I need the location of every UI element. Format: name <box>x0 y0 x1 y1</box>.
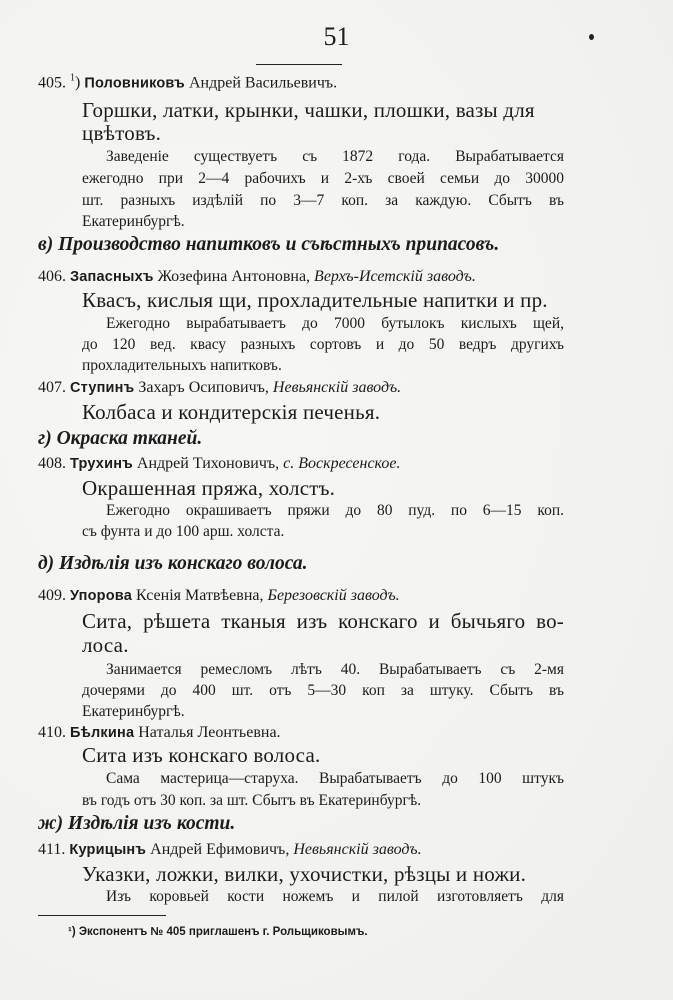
exhibitor-name: Захаръ Осиповичъ, <box>138 379 269 396</box>
entry-405-body-line: Заведеніе существуетъ съ 1872 года. Вырабатывается <box>106 148 564 165</box>
entry-410-header <box>38 724 281 742</box>
entry-number: 408. <box>38 455 66 472</box>
entry-408-title-line: Окрашенная пряжа, холстъ. <box>82 476 336 500</box>
entry-405-title-line: Горшки, латки, крынки, чашки, плошки, вазы для <box>82 98 535 122</box>
entry-406-body-line: прохладительныхъ напитковъ. <box>82 357 282 374</box>
exhibitor-name: Андрей Тихоновичъ, <box>136 455 280 472</box>
exhibitor-surname: Половниковъ <box>84 75 185 92</box>
section-heading-d: д) Издѣлія изъ конскаго волоса. <box>38 553 308 574</box>
entry-number: 409. <box>38 587 66 604</box>
page-number: 51 <box>323 22 350 51</box>
entry-405-title-line: цвѣтовъ. <box>82 121 162 145</box>
entry-number: 410. <box>38 724 66 741</box>
page-number-rule <box>256 64 342 65</box>
footnote-mark: $^1$) <box>70 73 81 92</box>
entry-number: 406. <box>38 268 66 285</box>
ink-speck <box>589 34 594 40</box>
entry-408-header <box>38 455 401 473</box>
entry-410-title-line: Сита изъ конскаго волоса. <box>82 743 321 767</box>
section-heading-v: в) Производство напитковъ и съѣстныхъ припасовъ. <box>38 234 500 255</box>
entry-408-body-line: Ежегодно окрашиваетъ пряжи до 80 пуд. по 6—15 коп. <box>106 502 564 519</box>
entry-408-body-line: съ фунта и до 100 арш. холста. <box>82 523 285 540</box>
entry-406-header <box>38 268 476 286</box>
entry-number: 407. <box>38 379 66 396</box>
exhibitor-place: Невьянскій заводъ. <box>293 841 422 858</box>
entry-409-title-line: лоса. <box>82 633 129 657</box>
entry-405-body-line: шт. разныхъ издѣлій по 3—7 коп. за каждую. Сбытъ въ <box>82 192 564 209</box>
exhibitor-place: Березовскій заводъ. <box>267 587 400 604</box>
entry-406-body-line: до 120 вед. квасу разныхъ сортовъ и до 50 ведръ другихъ <box>82 336 564 353</box>
exhibitor-surname: Запасныхъ <box>70 269 154 285</box>
exhibitor-name: Ксенія Матвѣевна, <box>135 587 264 604</box>
entry-411-header <box>38 841 422 859</box>
exhibitor-surname: Бѣлкина <box>70 725 135 741</box>
entry-409-header <box>38 587 400 605</box>
footnote: ¹) Экспонентъ № 405 приглашенъ г. Рольщиковымъ. <box>68 926 368 938</box>
exhibitor-surname: Упорова <box>70 588 132 604</box>
entry-407-header <box>38 379 401 397</box>
section-heading-g: г) Окраска тканей. <box>38 428 203 449</box>
entry-410-body-line: Сама мастерица—старуха. Вырабатываетъ до 100 штукъ <box>106 770 564 787</box>
entry-410-body-line: въ годъ отъ 30 коп. за шт. Сбытъ въ Екатеринбургѣ. <box>82 792 422 809</box>
section-heading-zh: ж) Издѣлія изъ кости. <box>38 813 236 834</box>
entry-406-body-line: Ежегодно вырабатываетъ до 7000 бутылокъ кислыхъ щей, <box>106 315 564 332</box>
entry-406-title-line: Квасъ, кислыя щи, прохладительные напитки и пр. <box>82 288 548 312</box>
entry-411-title-line: Указки, ложки, вилки, ухочистки, рѣзцы и ножи. <box>82 862 527 886</box>
footnote-rule <box>38 915 166 916</box>
entry-411-body-line: Изъ коровьей кости ножемъ и пилой изготовляетъ для <box>106 888 564 905</box>
exhibitor-place: Невьянскій заводъ. <box>272 379 402 396</box>
exhibitor-name: Андрей Васильевичъ. <box>188 74 338 92</box>
entry-409-body-line: Екатеринбургѣ. <box>82 703 185 720</box>
entry-405-body-line: Екатеринбургѣ. <box>82 213 185 230</box>
entry-405-body-line: ежегодно при 2—4 рабочихъ и 2-хъ своей семьи до 30000 <box>82 170 564 187</box>
exhibitor-surname: Ступинъ <box>70 380 135 396</box>
entry-409-body-line: дочерями до 400 шт. отъ 5—30 коп за штуку. Сбытъ въ <box>82 682 564 699</box>
entry-number: 411. <box>38 841 66 858</box>
exhibitor-place: с. Воскресенское. <box>283 455 401 472</box>
entry-405-header <box>38 73 337 92</box>
entry-409-title-line: Сита, рѣшета тканыя изъ конскаго и бычьяго во- <box>82 609 564 633</box>
exhibitor-surname: Трухинъ <box>70 456 133 472</box>
entry-407-title-line: Колбаса и кондитерскія печенья. <box>82 400 381 424</box>
exhibitor-place: Верхъ-Исетскій заводъ. <box>314 268 476 285</box>
exhibitor-surname: Курицынъ <box>69 842 147 858</box>
exhibitor-name: Андрей Ефимовичъ, <box>150 841 290 858</box>
exhibitor-name: Жозефина Антоновна, <box>157 268 311 285</box>
entry-409-body-line: Занимается ремесломъ лѣтъ 40. Вырабатываетъ съ 2-мя <box>106 661 564 678</box>
entry-number: 405. <box>38 74 66 92</box>
exhibitor-name: Наталья Леонтьевна. <box>138 724 281 741</box>
